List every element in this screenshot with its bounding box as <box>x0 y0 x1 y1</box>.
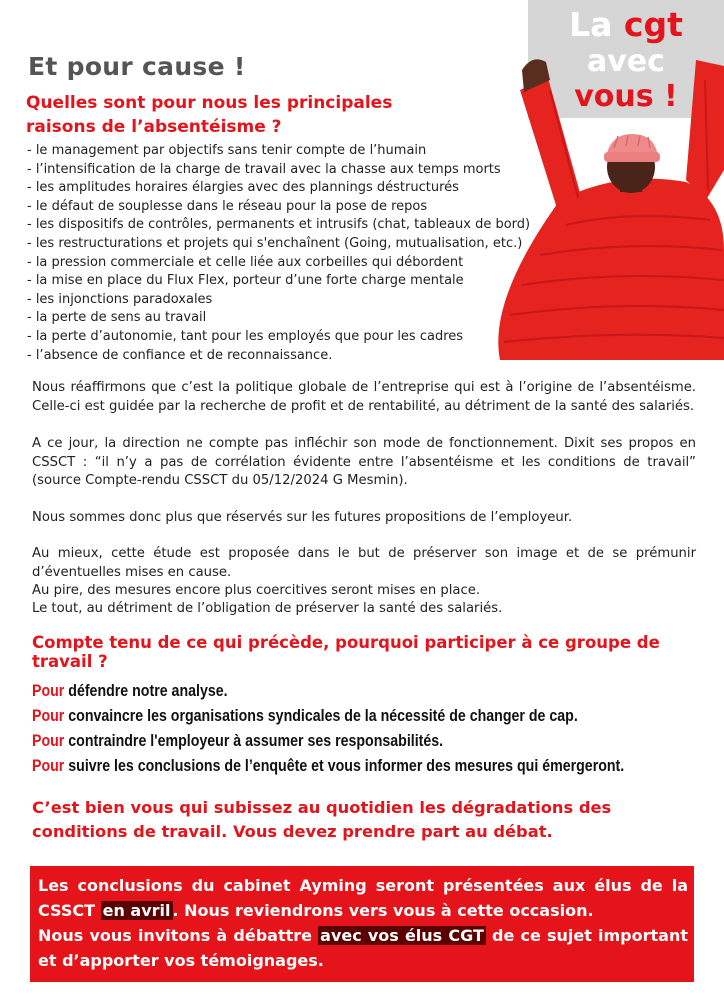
cgt-logo-text: cgt <box>623 5 683 44</box>
sign-avec: avec <box>587 44 665 79</box>
list-item: - l’absence de confiance et de reconnaissance. <box>27 347 333 363</box>
paragraph-direction: A ce jour, la direction ne compte pas infléchir son mode de fonctionnement. Dixit ses propos en CSSCT : “il n’y a pas de corrélation évidente entre l’absentéisme et les conditions de travail” (source Compte-rendu CSSCT du 05/12/2024 G Mesmin). <box>32 436 696 488</box>
list-item: - les injonctions paradoxales <box>27 291 213 307</box>
sign-vous: vous ! <box>574 79 678 114</box>
list-item <box>32 754 624 779</box>
list-item: - le défaut de souplesse dans le réseau pour la pose de repos <box>27 198 428 214</box>
question-line-2: raisons de l’absentéisme ? <box>26 117 282 137</box>
sign-la: La <box>569 5 613 44</box>
banner-text-3: Nous vous invitons à débattre <box>38 926 319 945</box>
list-item: - la perte de sens au travail <box>27 310 207 326</box>
highlight-en-avril: en avril <box>102 901 171 920</box>
paragraph-au-mieux: Au mieux, cette étude est proposée dans le but de préserver son image et de se prémunir d’éventuelles mises en cause. <box>32 546 696 580</box>
pour-text: défendre notre analyse. <box>64 682 228 700</box>
list-item <box>32 729 624 754</box>
pour-list <box>32 679 624 779</box>
call-to-action: C’est bien vous qui subissez au quotidien les dégradations des conditions de travail. Vous devez prendre part au débat. <box>32 798 612 841</box>
list-item: - l’intensification de la charge de travail avec la chasse aux temps morts <box>27 161 501 177</box>
paragraph-policy: Nous réaffirmons que c’est la politique globale de l’entreprise qui est à l’origine de l’absentéisme. Celle-ci est guidée par la recherche de profit et de rentabilité, au détriment de la santé des salariés. <box>32 380 696 414</box>
pour-keyword: Pour <box>32 732 65 750</box>
list-item: - la mise en place du Flux Flex, porteur d’une forte charge mentale <box>27 273 464 289</box>
page-title: Et pour cause ! <box>28 52 246 81</box>
paragraph-au-pire: Au pire, des mesures encore plus coercitives seront mises en place. <box>32 583 481 598</box>
list-item: - la perte d’autonomie, tant pour les employés que pour les cadres <box>27 328 464 344</box>
participation-heading: Compte tenu de ce qui précède, pourquoi participer à ce groupe de travail ? <box>32 633 660 671</box>
pour-keyword: Pour <box>32 757 65 775</box>
list-item <box>32 679 624 704</box>
pour-keyword: Pour <box>32 707 65 725</box>
pour-text: contraindre l'employeur à assumer ses responsabilités. <box>64 732 444 750</box>
list-item: - les restructurations et projets qui s'enchaînent (Going, mutualisation, etc.) <box>27 235 523 251</box>
pour-keyword: Pour <box>32 682 65 700</box>
list-item: - les dispositifs de contrôles, permanents et intrusifs (chat, tableaux de bord) <box>27 217 531 233</box>
banner-text-2: . Nous reviendrons vers vous à cette occasion. <box>172 901 594 920</box>
banner-text-1: Les conclusions du cabinet Ayming seront présentées aux élus de la CSSCT <box>38 876 688 920</box>
paragraph-reserved: Nous sommes donc plus que réservés sur les futures propositions de l’employeur. <box>32 510 573 525</box>
reasons-list <box>27 142 530 365</box>
pour-text: convaincre les organisations syndicales de la nécessité de changer de cap. <box>64 707 578 725</box>
question-line-1: Quelles sont pour nous les principales <box>26 93 393 113</box>
list-item: - la pression commerciale et celle liée aux corbeilles qui débordent <box>27 254 464 270</box>
list-item: - le management par objectifs sans tenir compte de l’humain <box>27 143 427 158</box>
list-item <box>32 704 624 729</box>
question-heading <box>26 91 392 139</box>
paragraph-le-tout: Le tout, au détriment de l’obligation de préserver la santé des salariés. <box>32 601 503 616</box>
highlight-elus-cgt: avec vos élus CGT <box>320 926 484 945</box>
pour-text: suivre les conclusions de l’enquête et vous informer des mesures qui émergeront. <box>64 757 625 775</box>
banner-text-4: de ce sujet important et d’apporter vos témoignages. <box>38 926 689 970</box>
conclusion-banner-text <box>38 873 688 973</box>
list-item: - les amplitudes horaires élargies avec des plannings déstructurés <box>27 180 459 196</box>
